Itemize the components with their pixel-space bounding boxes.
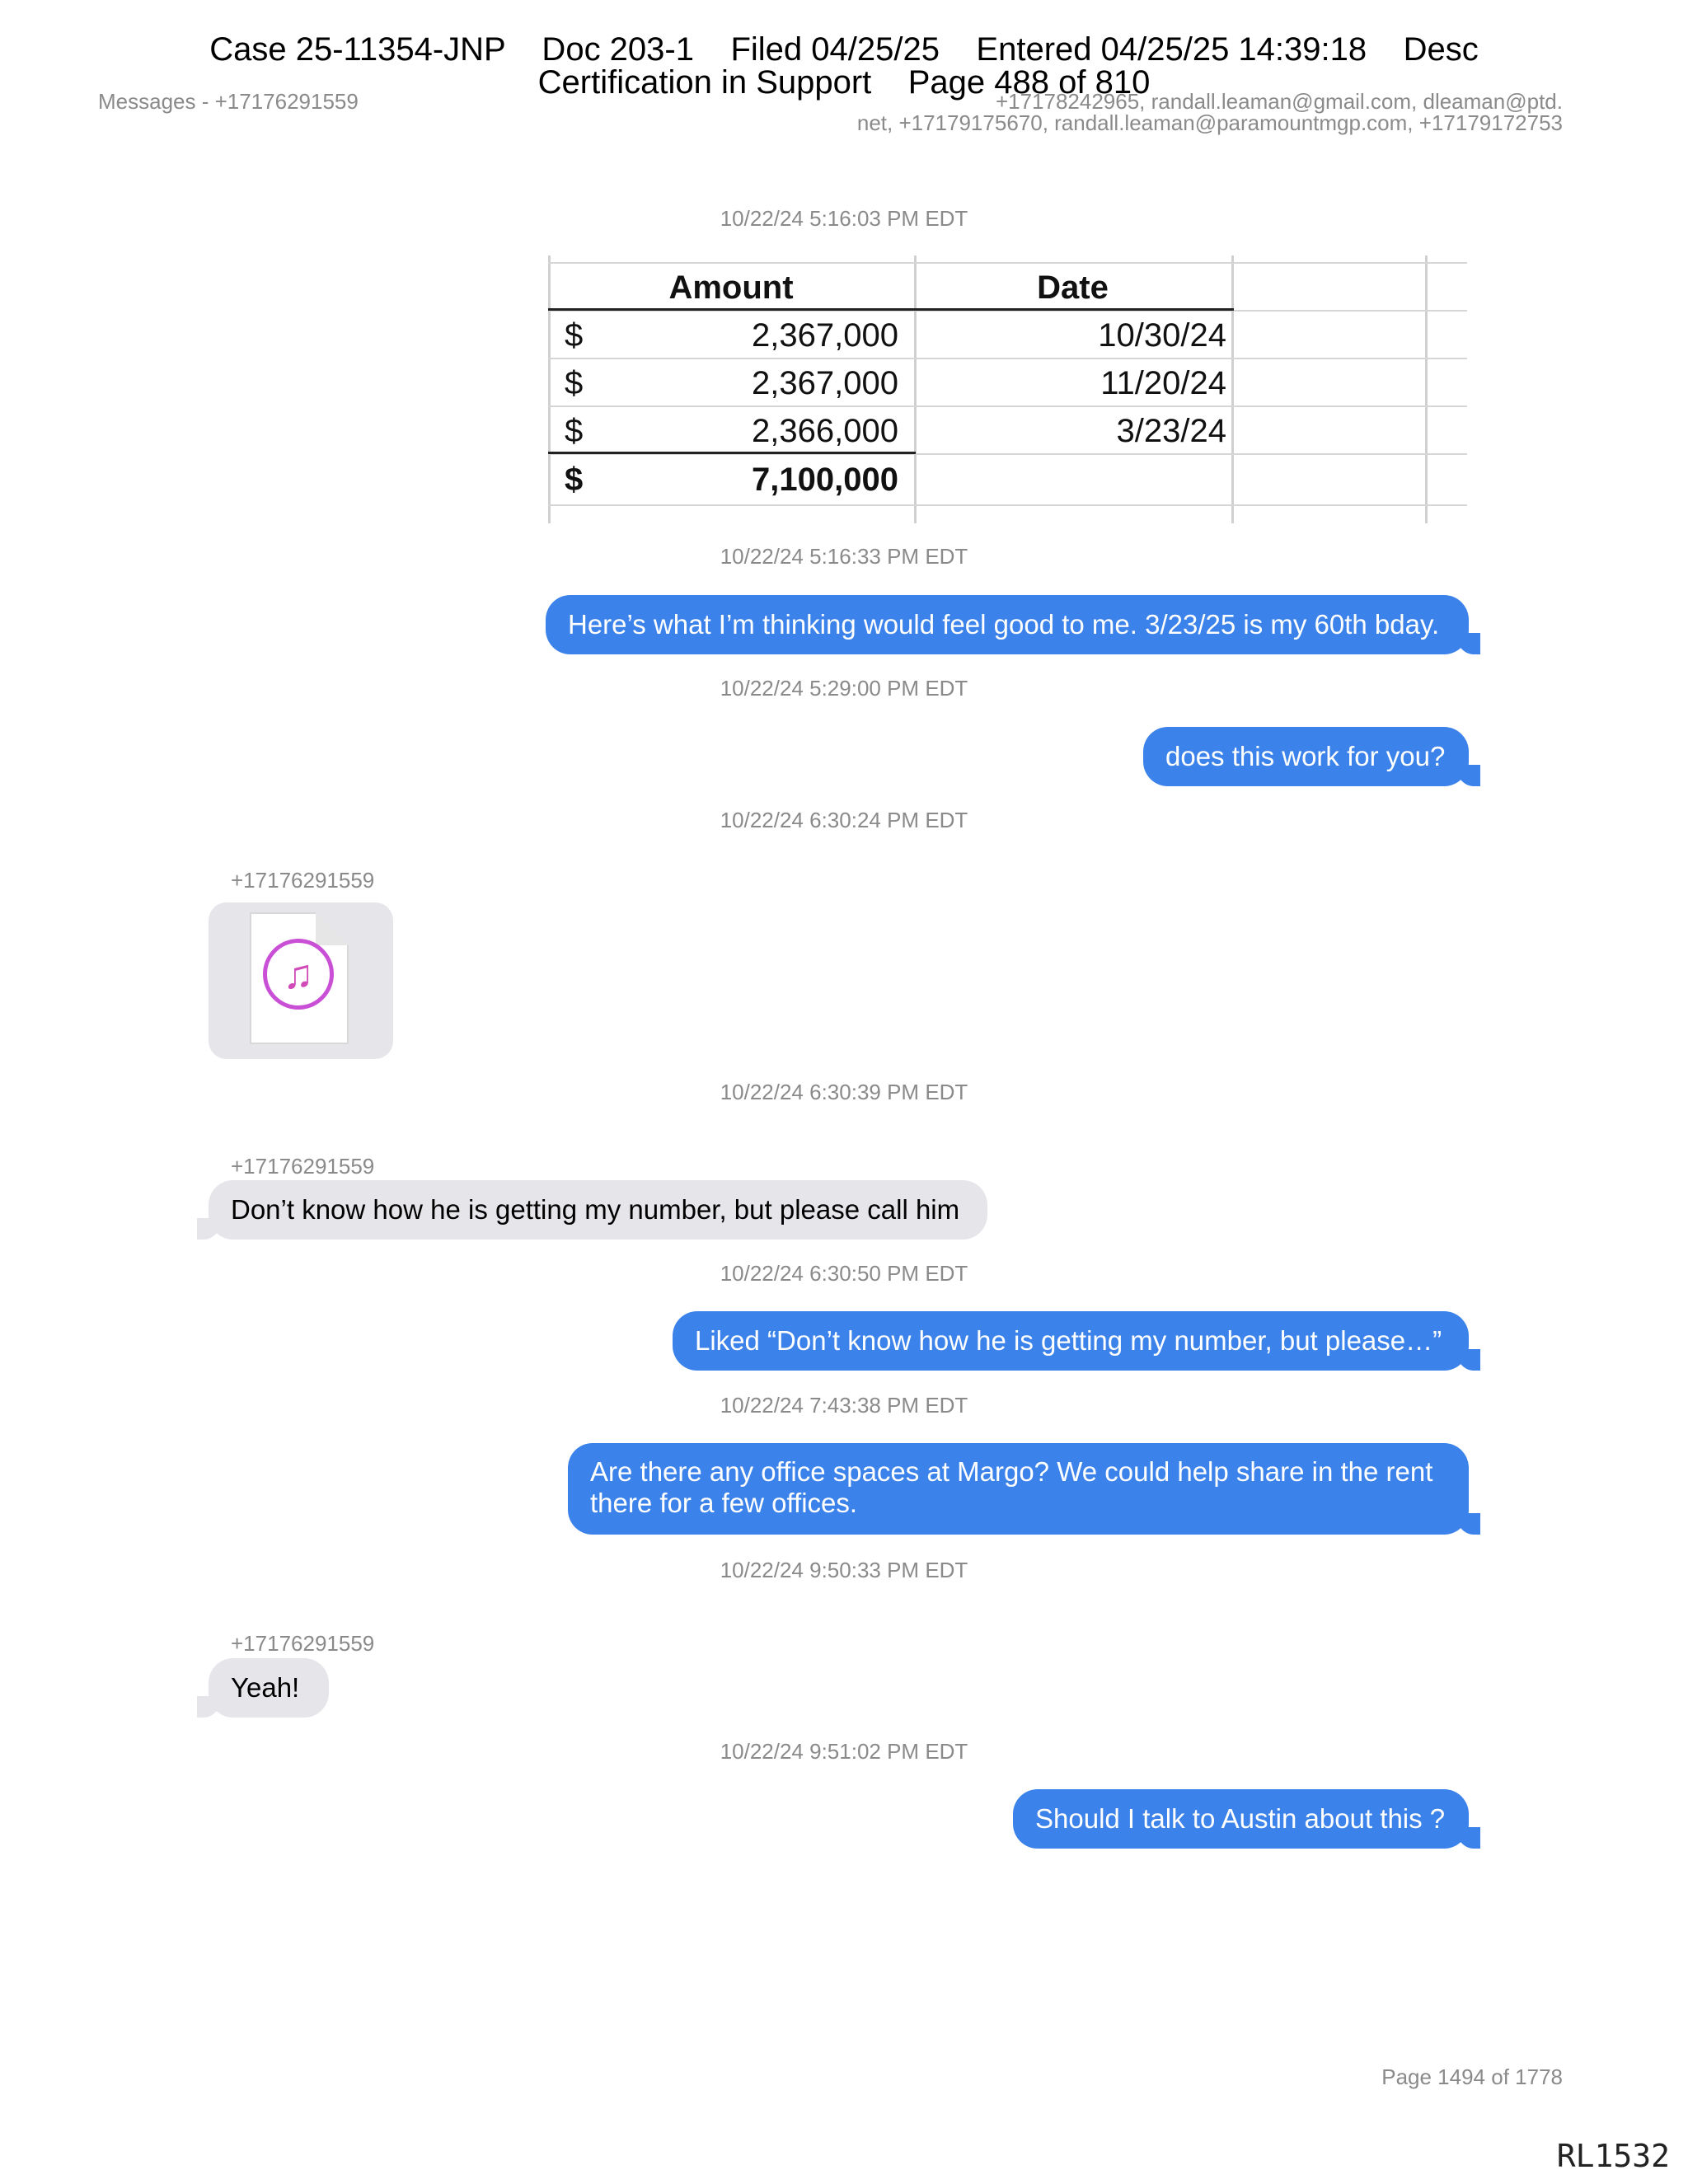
outgoing-message	[568, 1443, 1469, 1535]
bates-number: RL1532	[1556, 2138, 1670, 2174]
outgoing-message: Here’s what I’m thinking would feel good to me. 3/23/25 is my 60th bday.	[546, 595, 1469, 654]
court-header-line2: Certification in Support Page 488 of 810	[537, 64, 1151, 101]
amount: 2,367,000	[752, 365, 898, 401]
timestamp: 10/22/24 7:43:38 PM EDT	[720, 1393, 968, 1418]
page-number: Page 1494 of 1778	[1381, 2064, 1563, 2089]
spreadsheet-image[interactable]	[548, 255, 1467, 523]
export-header-right-1: +17178242965, randall.leaman@gmail.com, dleaman@ptd.	[995, 89, 1563, 114]
timestamp: 10/22/24 5:29:00 PM EDT	[720, 676, 968, 701]
sender-label: +17176291559	[231, 868, 375, 893]
message-line: Are there any office spaces at Margo? We could help share in the rent	[590, 1456, 1433, 1487]
timestamp: 10/22/24 6:30:50 PM EDT	[720, 1261, 968, 1286]
date: 10/30/24	[1098, 317, 1226, 354]
currency: $	[565, 413, 584, 449]
export-header-right-2: net, +17179175670, randall.leaman@paramountmgp.com, +17179172753	[856, 110, 1563, 135]
header-amount: Amount	[668, 269, 794, 306]
amount: 2,366,000	[752, 413, 898, 449]
outgoing-message: Liked “Don’t know how he is getting my number, but please…”	[673, 1311, 1469, 1371]
court-header-line1: Case 25-11354-JNP Doc 203-1 Filed 04/25/25 Entered 04/25/25 14:39:18 Desc	[209, 31, 1479, 68]
timestamp: 10/22/24 6:30:39 PM EDT	[720, 1080, 968, 1104]
total-amount: 7,100,000	[752, 462, 898, 498]
amount: 2,367,000	[752, 317, 898, 354]
sender-label: +17176291559	[231, 1154, 375, 1179]
timestamp: 10/22/24 9:50:33 PM EDT	[720, 1558, 968, 1582]
timestamp: 10/22/24 5:16:33 PM EDT	[720, 544, 968, 569]
header-date: Date	[1037, 269, 1109, 306]
total-currency: $	[565, 462, 584, 498]
timestamp: 10/22/24 9:51:02 PM EDT	[720, 1739, 968, 1764]
timestamp: 10/22/24 6:30:24 PM EDT	[720, 808, 968, 832]
incoming-message: Don’t know how he is getting my number, but please call him	[209, 1180, 987, 1240]
currency: $	[565, 317, 584, 354]
audio-attachment[interactable]	[209, 902, 393, 1059]
currency: $	[565, 365, 584, 401]
sender-label: +17176291559	[231, 1631, 375, 1656]
outgoing-message: does this work for you?	[1143, 727, 1469, 786]
incoming-message: Yeah!	[209, 1658, 329, 1718]
outgoing-message: Should I talk to Austin about this ?	[1013, 1789, 1469, 1849]
timestamp: 10/22/24 5:16:03 PM EDT	[720, 206, 968, 231]
music-file-icon: ♫	[250, 912, 349, 1044]
date: 3/23/24	[1116, 413, 1226, 449]
export-header-left: Messages - +17176291559	[98, 89, 359, 114]
message-line: there for a few offices.	[590, 1488, 858, 1518]
date: 11/20/24	[1100, 365, 1226, 401]
